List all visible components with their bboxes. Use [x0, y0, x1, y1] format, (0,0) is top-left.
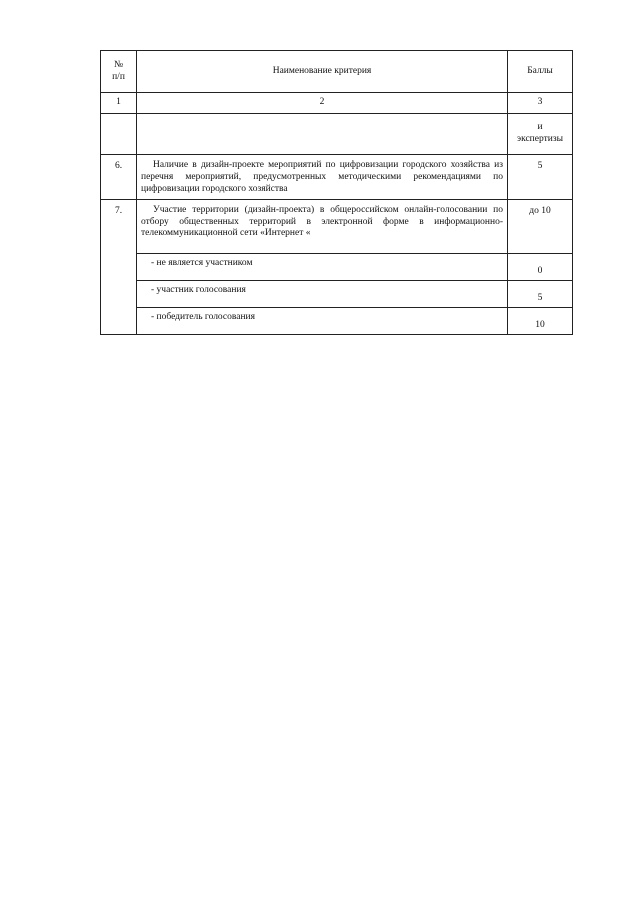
subrow-score: 0	[508, 253, 573, 280]
header-name: Наименование критерия	[137, 51, 508, 93]
table-index-row	[101, 93, 573, 114]
continuation-name	[137, 114, 508, 155]
header-num: № п/п	[101, 51, 137, 93]
subrow-text: - не является участником	[137, 253, 508, 280]
table-continuation-row	[101, 114, 573, 155]
continuation-num	[101, 114, 137, 155]
row-score: 5	[508, 155, 573, 200]
index-cell-1: 1	[101, 93, 137, 114]
subrow-score: 5	[508, 280, 573, 307]
header-score: Баллы	[508, 51, 573, 93]
row-criterion-text-content: Наличие в дизайн-проекте мероприятий по цифровизации городского хозяйства из перечня мероприятий, предусмотренных методическими рекомендациями по цифровизации городского хозяйства	[141, 160, 503, 194]
table-row	[101, 199, 573, 253]
index-cell-2: 2	[137, 93, 508, 114]
subrow-text: - победитель голосования	[137, 307, 508, 334]
index-cell-3: 3	[508, 93, 573, 114]
subrow-num	[101, 307, 137, 334]
row-number: 7.	[101, 199, 137, 253]
criteria-table	[100, 50, 573, 335]
table-subrow	[101, 253, 573, 280]
subrow-num	[101, 280, 137, 307]
table-header-row	[101, 51, 573, 93]
row-criterion-text	[137, 199, 508, 253]
subrow-text: - участник голосования	[137, 280, 508, 307]
row-number: 6.	[101, 155, 137, 200]
row-score: до 10	[508, 199, 573, 253]
row-criterion-text	[137, 155, 508, 200]
subrow-num	[101, 253, 137, 280]
row-criterion-text-content: Участие территории (дизайн-проекта) в общероссийском онлайн-голосовании по отбору общественных территорий в электронной форме в информационно-телекоммуникационной сети «Интернет «	[141, 204, 503, 239]
table-subrow	[101, 280, 573, 307]
table-row	[101, 155, 573, 200]
continuation-score: и экспертизы	[508, 114, 573, 155]
table-subrow	[101, 307, 573, 334]
subrow-score: 10	[508, 307, 573, 334]
